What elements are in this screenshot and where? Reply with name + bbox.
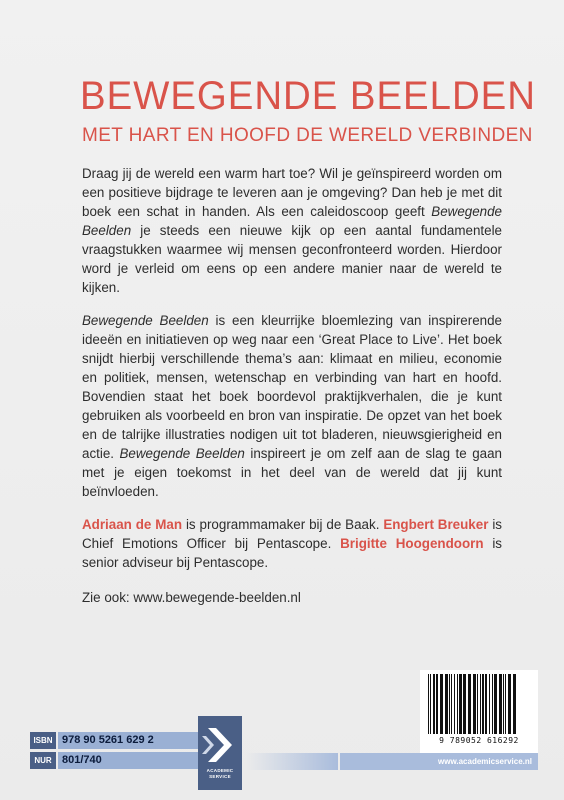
barcode-bar (473, 674, 476, 734)
barcode-bar (445, 674, 448, 734)
description-text-2: inspireert je om zelf aan de slag te gaan met je eigen toekomst in het deel van de wereld dat jij kunt beïnvloeden. (82, 446, 502, 499)
nur-row (30, 752, 200, 769)
barcode-bar (454, 674, 455, 734)
barcode-number: 9 789052 616292 (439, 736, 519, 745)
barcode-bar (440, 674, 443, 734)
barcode-bar (428, 674, 429, 734)
author-2-name: Engbert Breuker (383, 517, 489, 532)
description-paragraph (82, 311, 502, 501)
barcode-bar (436, 674, 438, 734)
author-3-role: is senior adviseur bij Pentascope. (82, 536, 502, 570)
description-text-1: is een kleurrijke bloemlezing van inspirerende ideeën en initiatieven op weg naar een ‘Great Place to Live’. Het boek snijdt hierbij verschillende thema’s aan: klimaat en milieu, economie en politiek, mensen, wetenschap en verbinding van hart en hoofd. Bovendien staat het boek boordevol praktijkverhalen, die je kunt gebruiken als voorbeeld en bron van inspiratie. De opzet van het boek en de talrijke illustraties nodigen uit tot bladeren, nieuwsgierigheid en actie. (82, 313, 502, 461)
barcode-bar (430, 674, 431, 734)
barcode-bars (426, 674, 532, 736)
isbn-label: ISBN (30, 732, 56, 749)
description-book-title: Bewegende Beelden (82, 313, 209, 328)
isbn-row (30, 732, 200, 749)
barcode-bar (463, 674, 466, 734)
publisher-name-line-1: ACADEMIC (206, 768, 234, 773)
website-strip (340, 753, 538, 770)
barcode-bar (492, 674, 493, 734)
barcode-bar (480, 674, 481, 734)
intro-book-title: Bewegende Beelden (82, 204, 502, 238)
barcode-bar (508, 674, 511, 734)
isbn-value: 978 90 5261 629 2 (58, 732, 200, 749)
publisher-logo (198, 716, 242, 790)
barcode-bar (494, 674, 497, 734)
book-subtitle: MET HART EN HOOFD DE WERELD VERBINDEN (82, 125, 533, 146)
author-3-name: Brigitte Hoogendoorn (340, 536, 484, 551)
barcode-bar (489, 674, 490, 734)
isbn-block (30, 732, 200, 772)
nur-label: NUR (30, 752, 56, 769)
publisher-website: www.academicservice.nl (438, 757, 532, 766)
intro-text-1: Draag jij de wereld een warm hart toe? Wil je geïnspireerd worden om een positieve bijdrage te leveren aan je omgeving? Dan heb je met dit boek een schat in handen. Als een caleidoscoop geeft (82, 166, 502, 219)
intro-paragraph (82, 164, 502, 297)
nur-value: 801/740 (58, 752, 200, 769)
barcode-bar (505, 674, 506, 734)
barcode-bar (451, 674, 452, 734)
see-also: Zie ook: www.bewegende-beelden.nl (82, 590, 301, 605)
blurb (82, 164, 502, 621)
barcode-bar (468, 674, 471, 734)
authors-paragraph (82, 515, 502, 572)
barcode-bar (503, 674, 504, 734)
barcode-bar (477, 674, 478, 734)
barcode-bar (449, 674, 450, 734)
author-1-name: Adriaan de Man (82, 517, 183, 532)
description-book-title-2: Bewegende Beelden (119, 446, 245, 461)
web-strip-fade (246, 753, 338, 770)
author-1-role: is programmamaker bij de Baak. (182, 517, 384, 532)
barcode-bar (457, 674, 458, 734)
barcode-bar (513, 674, 516, 734)
barcode-bar (482, 674, 484, 734)
author-2-role: is Chief Emotions Officer bij Pentascope. (82, 517, 502, 551)
barcode-bar (433, 674, 435, 734)
publisher-name-line-2: SERVICE (209, 774, 231, 779)
barcode-bar (459, 674, 462, 734)
barcode-bar (499, 674, 502, 734)
barcode-bar (485, 674, 487, 734)
intro-text-2: je steeds een nieuwe kijk op een aantal fundamentele vraagstukken waarmee wij mensen geconfronteerd worden. Hierdoor word je verleid om eens op een andere manier naar de wereld te kijken. (82, 223, 502, 295)
book-title: BEWEGENDE BEELDEN (80, 74, 536, 118)
barcode (420, 670, 538, 754)
chevron-arrow-icon (202, 726, 238, 764)
